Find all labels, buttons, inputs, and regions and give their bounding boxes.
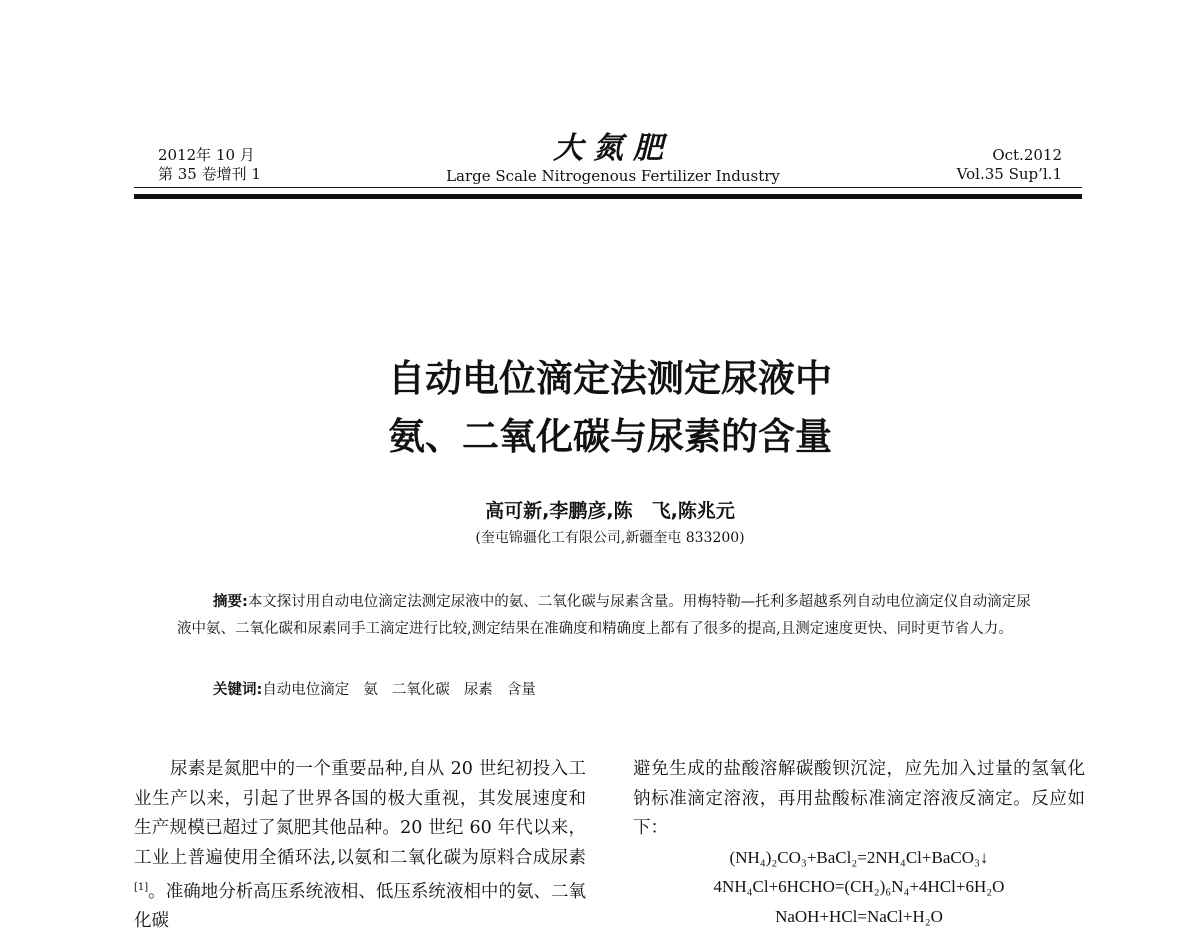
header-date-en: Oct.2012: [992, 146, 1062, 164]
body-left-text-a: 尿素是氮肥中的一个重要品种,自从 20 世纪初投入工业生产以来，引起了世界各国的极大重视，其发展速度和生产规模已超过了氮肥其他品种。20 世纪 60 年代以来，工业上普遍使用全循环法,以氨和二氧化碳为原料合成尿素: [134, 759, 586, 868]
equation-2: 4NH₄Cl+6HCHO=(CH₂)₆N₄+4HCl+6H₂O: [713, 877, 1005, 896]
author-list: 高可新,李鹏彦,陈 飞,陈兆元: [485, 500, 735, 522]
equation-1: (NH₄)₂CO₃+BaCl₂=2NH₄Cl+BaCO₃↓: [729, 848, 989, 867]
equation-3: NaOH+HCl=NaCl+H₂O: [775, 907, 943, 926]
header-volume-en: Vol.35 Sup’l.1: [956, 165, 1062, 183]
affiliation: (奎屯锦疆化工有限公司,新疆奎屯 833200): [475, 530, 745, 546]
header-center: [400, 132, 826, 186]
header-date-cn: 2012年 10 月: [158, 146, 255, 164]
body-right-column: 避免生成的盐酸溶解碳酸钡沉淀，应先加入过量的氢氧化钠标准滴定溶液，再用盐酸标准滴定溶液反滴定。反应如下：: [633, 759, 1085, 838]
abstract-text: 本文探讨用自动电位滴定法测定尿液中的氨、二氧化碳与尿素含量。用梅特勒—托利多超越系列自动电位滴定仪自动滴定尿液中氨、二氧化碳和尿素同手工滴定进行比较,测定结果在准确度和精确度上都有了很多的提高,且测定速度更快、同时更节省人力。: [177, 594, 1031, 637]
keyword-item: 自动电位滴定: [262, 682, 350, 698]
header-rule-thick: [134, 194, 1082, 199]
keyword-item: 二氧化碳: [391, 682, 450, 698]
body-left-column: [134, 755, 586, 937]
paper-title-line-2: 氨、二氧化碳与尿素的含量: [388, 415, 832, 458]
journal-logo: 大氮肥: [553, 131, 673, 166]
paper-title-line-1: 自动电位滴定法测定尿液中: [388, 357, 832, 400]
keyword-item: 氨: [363, 682, 378, 698]
keyword-item: 含量: [506, 682, 536, 698]
citation-ref: [1]: [134, 882, 149, 893]
body-left-text-b: 。准确地分析高压系统液相、低压系统液相中的氨、二氧化碳: [134, 881, 586, 932]
keyword-item: 尿素: [463, 682, 493, 698]
header-rule-thin: [134, 187, 1082, 188]
abstract-label: 摘要:: [213, 594, 248, 610]
journal-name-en: Large Scale Nitrogenous Fertilizer Industry: [446, 167, 780, 185]
abstract: [177, 589, 1043, 643]
keywords: [213, 677, 536, 704]
header-left: [158, 146, 261, 184]
header-right: [957, 146, 1062, 184]
keywords-label: 关键词:: [213, 682, 263, 698]
header-volume-cn: 第 35 卷增刊 1: [158, 165, 261, 183]
